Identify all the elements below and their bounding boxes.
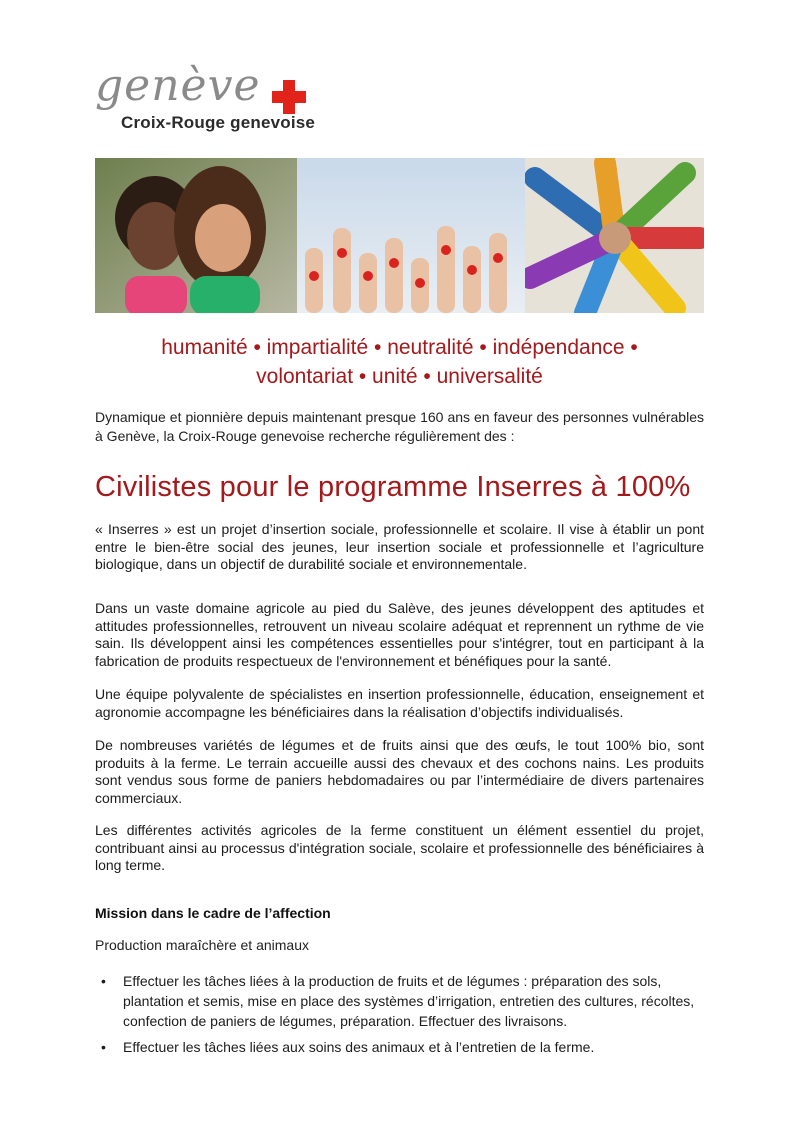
banner-photo-hands: [297, 158, 525, 313]
list-item-text: Effectuer les tâches liées à la production de fruits et de légumes : préparation des sols, plantation et semis, mise en place des systèmes d’irrigation, entretien des cultures, récoltes, confection de paniers de légumes, préparation. Effectuer des livraisons.: [123, 973, 695, 1029]
mission-bullet-list: [95, 971, 704, 1063]
croix-rouge-logo: [95, 60, 325, 146]
paragraph-2: Dans un vaste domaine agricole au pied du Salève, des jeunes développent des aptitudes et attitudes professionnelles, retrouvent un niveau scolaire adéquat et reprennent un rythme de vie sain. Ils développent ainsi les compétences essentielles pour s'intégrer, tout en participant à la fabrication de produits respectueux de l'environnement et bénéfiques pour la santé.: [95, 600, 704, 669]
mission-heading: Mission dans le cadre de l’affection: [95, 905, 331, 921]
banner-photo-women: [95, 158, 297, 313]
mission-subheading: Production maraîchère et animaux: [95, 937, 309, 953]
motto-line-2: volontariat • unité • universalité: [256, 365, 543, 388]
paragraph-4: De nombreuses variétés de légumes et de fruits ainsi que des œufs, le tout 100% bio, sont produits à la ferme. Le terrain accueille aussi des chevaux et des cochons nains. Les produits sont vendus sous forme de paniers hebdomadaires ou par l’intermédiaire de divers partenaires commerciaux.: [95, 737, 704, 806]
logo-script-text: genève: [95, 60, 261, 111]
bullet-icon: •: [101, 1039, 106, 1055]
bullet-icon: •: [101, 973, 106, 989]
banner-photo-team-hands: [525, 158, 704, 313]
intro-text: Dynamique et pionnière depuis maintenant presque 160 ans en faveur des personnes vulnérables à Genève, la Croix-Rouge genevoise recherche régulièrement des :: [95, 409, 704, 444]
paragraph-1: « Inserres » est un projet d’insertion sociale, professionnelle et scolaire. Il vise à établir un pont entre le bien-être social des jeunes, leur insertion sociale et professionnelle et l’agriculture biologique, dans un objectif de durabilité sociale et environnementale.: [95, 521, 704, 573]
list-item: [95, 971, 704, 1031]
values-motto: [95, 333, 704, 391]
job-title: Civilistes pour le programme Inserres à 100%: [95, 471, 691, 503]
banner-images: [95, 158, 704, 313]
paragraph-3: Une équipe polyvalente de spécialistes en insertion professionnelle, éducation, enseignement et agronomie accompagne les bénéficiaires dans la réalisation d’objectifs individualisés.: [95, 686, 704, 720]
motto-line-1: humanité • impartialité • neutralité • indépendance •: [161, 336, 638, 359]
logo-subtitle: Croix-Rouge genevoise: [121, 113, 316, 132]
red-cross-icon: [272, 80, 306, 114]
list-item-text: Effectuer les tâches liées aux soins des animaux et à l’entretien de la ferme.: [123, 1039, 595, 1055]
paragraph-5: Les différentes activités agricoles de la ferme constituent un élément essentiel du projet, contribuant ainsi au processus d'intégration sociale, scolaire et professionnelle des bénéficiaires à long terme.: [95, 822, 704, 874]
list-item: [95, 1037, 704, 1057]
